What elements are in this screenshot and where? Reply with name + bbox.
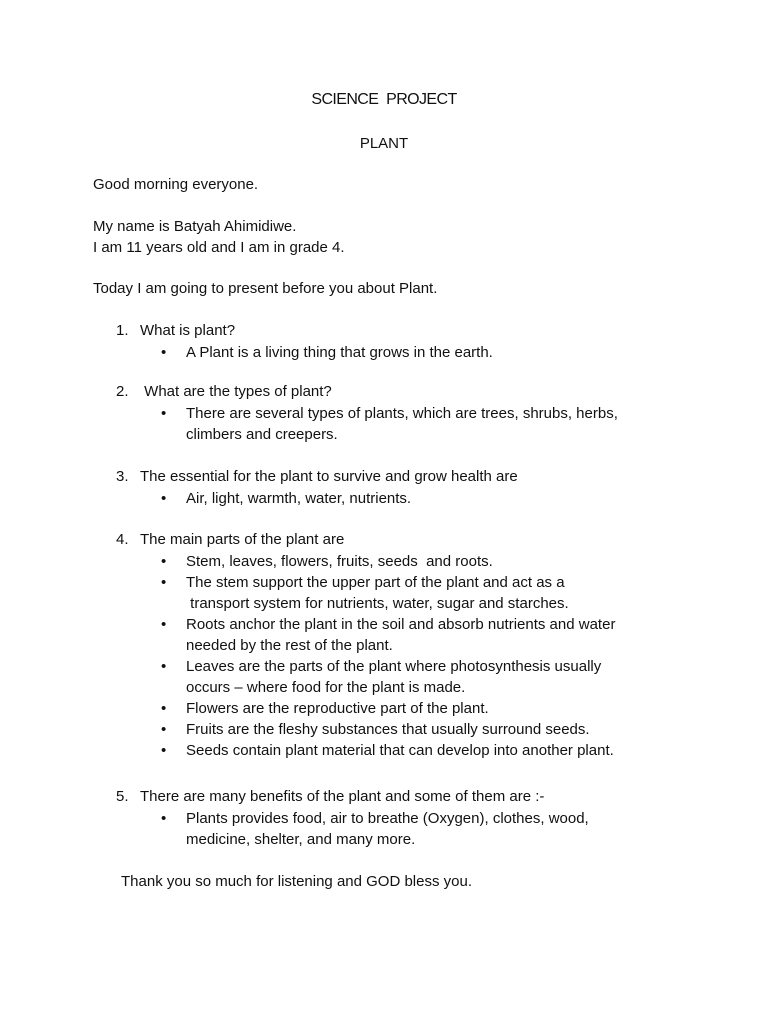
bullet-text-line: medicine, shelter, and many more. xyxy=(186,831,416,848)
bullet-icon: • xyxy=(161,405,167,422)
bullet-item xyxy=(116,656,696,698)
closing-text: Thank you so much for listening and GOD bless you. xyxy=(121,873,473,890)
bullet-text-line: Flowers are the reproductive part of the plant. xyxy=(186,700,489,717)
section-question-text: There are many benefits of the plant and some of them are :- xyxy=(140,788,545,805)
bullet-item xyxy=(116,614,696,656)
section-question-text: The essential for the plant to survive and grow health are xyxy=(140,468,518,485)
bullet-text-line: Roots anchor the plant in the soil and absorb nutrients and water xyxy=(186,616,616,633)
bullet-icon: • xyxy=(161,742,167,759)
bullet-icon: • xyxy=(161,810,167,827)
bullet-list xyxy=(116,403,696,445)
bullet-icon: • xyxy=(161,344,167,361)
bullet-icon: • xyxy=(161,574,167,591)
section-question xyxy=(116,786,696,807)
bullet-item xyxy=(116,698,696,719)
document-subtitle: PLANT xyxy=(359,135,409,152)
bullet-text-line: transport system for nutrients, water, sugar and starches. xyxy=(186,595,569,612)
bullet-item xyxy=(116,488,696,509)
bullet-icon: • xyxy=(161,721,167,738)
section-question xyxy=(116,466,696,487)
bullet-text-line: Seeds contain plant material that can develop into another plant. xyxy=(186,742,614,759)
section-question xyxy=(116,320,696,341)
section-5 xyxy=(116,786,696,850)
bullet-text-line: A Plant is a living thing that grows in the earth. xyxy=(186,344,493,361)
bullet-icon: • xyxy=(161,700,167,717)
bullet-list xyxy=(116,808,696,850)
bullet-item xyxy=(116,719,696,740)
section-number: 4. xyxy=(116,531,129,548)
section-question-text: What are the types of plant? xyxy=(140,383,332,400)
bullet-icon: • xyxy=(161,658,167,675)
section-1 xyxy=(116,320,696,363)
topic-text: Today I am going to present before you about Plant. xyxy=(93,280,438,297)
bullet-text-line: occurs – where food for the plant is made. xyxy=(186,679,466,696)
introduction-name-line: My name is Batyah Ahimidiwe. xyxy=(93,218,297,235)
bullet-item xyxy=(116,342,696,363)
section-2 xyxy=(116,381,696,445)
bullet-text-line: Stem, leaves, flowers, fruits, seeds and roots. xyxy=(186,553,493,570)
section-3 xyxy=(116,466,696,509)
introduction-paragraph xyxy=(93,216,693,258)
bullet-text-line: There are several types of plants, which are trees, shrubs, herbs, xyxy=(186,405,618,422)
bullet-text-line: Leaves are the parts of the plant where photosynthesis usually xyxy=(186,658,602,675)
bullet-text-line: The stem support the upper part of the plant and act as a xyxy=(186,574,565,591)
bullet-icon: • xyxy=(161,490,167,507)
section-question xyxy=(116,381,696,402)
bullet-item xyxy=(116,808,696,850)
bullet-text-line: climbers and creepers. xyxy=(186,426,338,443)
section-4 xyxy=(116,529,696,761)
bullet-item xyxy=(116,740,696,761)
bullet-item xyxy=(116,572,696,614)
bullet-text-line: Fruits are the fleshy substances that usually surround seeds. xyxy=(186,721,590,738)
bullet-icon: • xyxy=(161,553,167,570)
section-question-text: The main parts of the plant are xyxy=(140,531,345,548)
bullet-list xyxy=(116,342,696,363)
bullet-item xyxy=(116,551,696,572)
bullet-text-line: Plants provides food, air to breathe (Oxygen), clothes, wood, xyxy=(186,810,589,827)
bullet-list xyxy=(116,488,696,509)
document-title: SCIENCE PROJECT xyxy=(311,91,457,108)
bullet-list xyxy=(116,551,696,761)
section-number: 5. xyxy=(116,788,129,805)
section-number: 2. xyxy=(116,383,129,400)
bullet-text-line: needed by the rest of the plant. xyxy=(186,637,393,654)
introduction-age-line: I am 11 years old and I am in grade 4. xyxy=(93,239,345,256)
bullet-text-line: Air, light, warmth, water, nutrients. xyxy=(186,490,412,507)
bullet-item xyxy=(116,403,696,445)
bullet-icon: • xyxy=(161,616,167,633)
section-number: 3. xyxy=(116,468,129,485)
section-number: 1. xyxy=(116,322,129,339)
greeting-text: Good morning everyone. xyxy=(93,176,259,193)
section-question xyxy=(116,529,696,550)
section-question-text: What is plant? xyxy=(140,322,236,339)
